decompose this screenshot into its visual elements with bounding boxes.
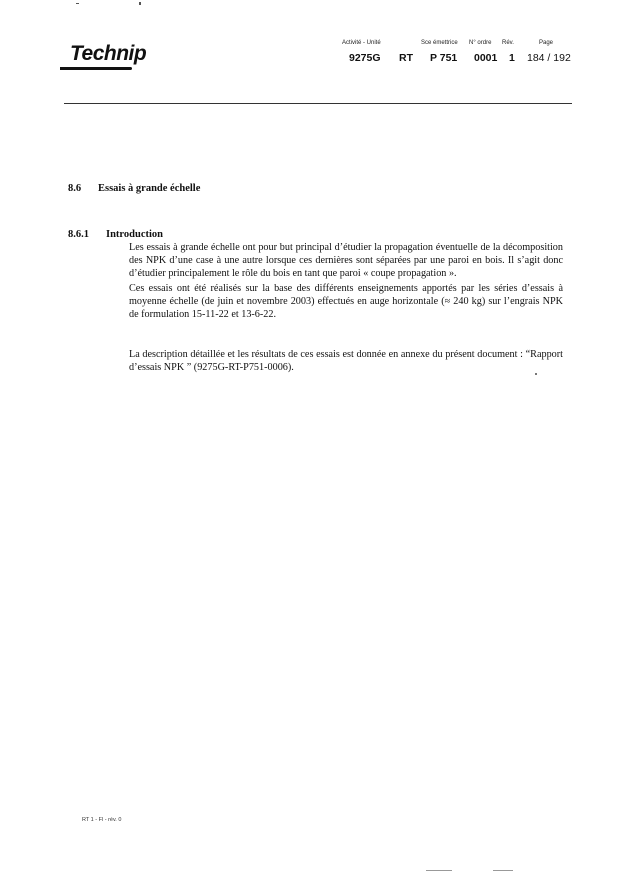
scan-speck — [426, 870, 452, 871]
header-rule — [64, 103, 572, 104]
scan-speck — [76, 3, 79, 4]
paragraph-3: La description détaillée et les résultats de ces essais est donnée en annexe du présent document : “Rapport d’essais NPK ” (9275G-RT-P751-0006). — [129, 349, 563, 374]
activite-label: Activité - Unité — [342, 40, 381, 46]
rev-label: Rév. — [502, 40, 514, 46]
footer-code: RT 1 - Fl - rév. 0 — [82, 817, 122, 823]
paragraph-2: Ces essais ont été réalisés sur la base des différents enseignements apportés par les séries d’essais à moyenne échelle (de juin et novembre 2003) effectués en auge horizontale (≈ 240 kg) sur l’engrais NPK de formulation 15-11-22 et 13-6-22. — [129, 283, 563, 321]
rev-value: 1 — [509, 52, 515, 64]
scan-speck — [535, 373, 537, 375]
scan-speck — [139, 2, 141, 5]
sce-value: P 751 — [430, 52, 458, 64]
page-value: 184 / 192 — [527, 52, 571, 64]
subsection-number: 8.6.1 — [68, 229, 89, 240]
unite-value: 9275G — [349, 52, 381, 64]
section-title: Essais à grande échelle — [98, 183, 201, 194]
ordre-label: N° ordre — [469, 40, 492, 46]
paragraph-1: Les essais à grande échelle ont pour but principal d’étudier la propagation éventuelle de la décomposition des NPK d’une case à une autre lorsque ces dernières sont séparées par une paroi en bois. Il s’agit donc d’étudier principalement le rôle du bois en tant que paroi « coupe propagation ». — [129, 242, 563, 280]
scan-speck — [493, 870, 513, 871]
type-value: RT — [399, 52, 413, 64]
section-heading — [68, 183, 200, 194]
ordre-value: 0001 — [474, 52, 498, 64]
page-label: Page — [539, 40, 554, 46]
subsection-title: Introduction — [106, 229, 163, 240]
logo-underline — [60, 67, 132, 70]
subsection-heading — [68, 229, 163, 240]
sce-label: Sce émettrice — [421, 40, 458, 46]
company-logo: Technip — [70, 42, 147, 65]
section-number: 8.6 — [68, 183, 82, 194]
